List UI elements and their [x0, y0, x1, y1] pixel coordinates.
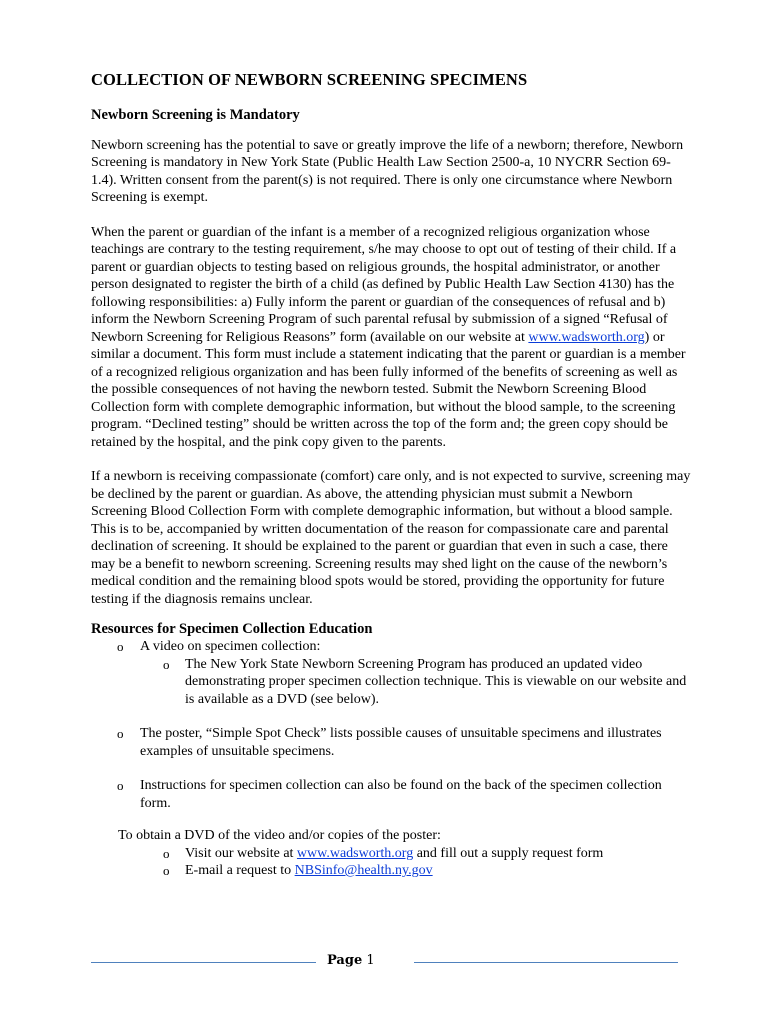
list-subitem: [91, 845, 691, 863]
document-title: COLLECTION OF NEWBORN SCREENING SPECIMENS: [91, 70, 528, 89]
bullet-icon: o: [117, 726, 124, 741]
page-number-value: 1: [366, 953, 375, 968]
list-item-text-part: and fill out a supply request form: [413, 845, 604, 861]
page-label: Page: [327, 953, 363, 968]
footer-rule-left: [91, 962, 316, 963]
paragraph-mandatory: Newborn screening has the potential to save or greatly improve the life of a newborn; therefore, Newborn Screening is mandatory in New York State (Public Health Law Section 2500-a, 10 NYCRR Section 69-1.4). Written consent from the parent(s) is not required. There is only one circumstance where Newborn Screening is exempt.: [91, 137, 684, 205]
page-footer: [91, 952, 678, 972]
list-item-text: Instructions for specimen collection can also be found on the back of the specimen collection form.: [140, 778, 662, 811]
list-item-text: [185, 845, 691, 863]
list-item: [91, 638, 691, 656]
list-item-text-part: E-mail a request to: [185, 863, 295, 878]
wadsworth-link[interactable]: www.wadsworth.org: [296, 845, 414, 861]
wadsworth-link[interactable]: www.wadsworth.org: [528, 329, 645, 345]
list-subitem: [91, 862, 691, 880]
section-heading-mandatory: Newborn Screening is Mandatory: [91, 106, 300, 123]
email-link[interactable]: NBSinfo@health.ny.gov: [294, 863, 433, 878]
paragraph-compassionate-care: If a newborn is receiving compassionate (comfort) care only, and is not expected to survive, screening may be declined by the parent or guardian. As above, the attending physician must submit a Newborn Screening Blood Collection Form with complete demographic information, but without a blood sample. This is to be, accompanied by written documentation of the reason for compassionate care and parental declination of screening. It should be explained to the parent or guardian that even in such a case, there may be a benefit to newborn screening. Screening results may shed light on the cause of the newborn’s medical condition and the remaining blood spots would be stored, providing the opportunity for future testing if the diagnosis remains unclear.: [91, 469, 691, 607]
paragraph-religious-exemption: [91, 224, 691, 452]
list-item: [91, 777, 691, 812]
bullet-icon: o: [163, 845, 170, 861]
document-page: [91, 60, 691, 880]
list-item-text: A video on specimen collection:: [140, 639, 321, 654]
list-item-text: [185, 862, 691, 880]
list-item: [91, 725, 691, 760]
bullet-icon: o: [117, 639, 124, 654]
list-subitem: [91, 656, 691, 709]
paragraph-text: When the parent or guardian of the infant is a member of a recognized religious organization whose teachings are contrary to the testing requirement, s/he may choose to opt out of testing of their child. If a parent or guardian objects to testing based on religious grounds, the hospital administrator, or another person designated to register the birth of a child (as defined by Public Health Law Section 4130) has the following responsibilities: a) Fully inform the parent or guardian of the consequences of refusal and b) inform the Newborn Screening Program of such parental refusal by submission of a signed “Refusal of Newborn Screening for Religious Reasons” form (available on our website at: [91, 224, 677, 345]
section-heading-resources: Resources for Specimen Collection Education: [91, 621, 373, 637]
dvd-intro-text: To obtain a DVD of the video and/or copies of the poster:: [118, 828, 441, 843]
list-item-text: The New York State Newborn Screening Program has produced an updated video demonstrating proper specimen collection technique. This is viewable on our website and is available as a DVD (see below).: [185, 656, 687, 707]
paragraph-text: ) or similar a document. This form must include a statement indicating that the parent or guardian is a member of a recognized religious organization and has been fully informed of the benefits of screening as well as the possible consequences of not having the newborn tested. Submit the Newborn Screening Blood Collection form with complete demographic information, but without the blood sample, to the screening program. “Declined testing” should be written across the top of the form and; the green copy should be retained by the hospital, and the pink copy given to the parents.: [91, 329, 686, 450]
list-item-text-part: Visit our website at: [185, 845, 297, 861]
bullet-icon: o: [163, 863, 170, 878]
bullet-icon: o: [117, 778, 124, 793]
page-number: [327, 953, 375, 968]
list-item-text: The poster, “Simple Spot Check” lists possible causes of unsuitable specimens and illustrates examples of unsuitable specimens.: [140, 726, 662, 759]
bullet-icon: o: [163, 656, 170, 672]
footer-rule-right: [414, 962, 678, 963]
